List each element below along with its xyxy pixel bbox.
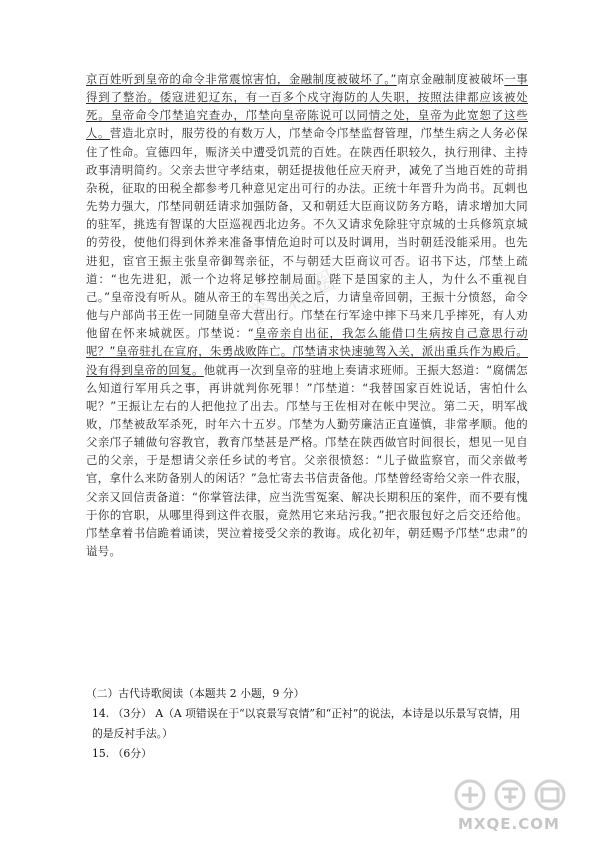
answer-text-segment: 营造北京时，服劳役的有数万人，邝埜命令邝埜监督管理，邝埜生病之人务必保住了性命。宣德四年，赈济关中遭受饥荒的百姓。在陕西任职较久，执行刑律、主持政事清明简约。父亲去世守孝结束，朝廷提拔他任应天府尹，减免了当地百姓的苛捐杂税，征取的田税全都参考几种意见定出可行的办法。正统十年晋升为尚书。瓦剌也先势力强大，邝埜同朝廷请求加强防备，又和朝廷大臣商议防务方略，请求增加大同的驻军，挑选有智谋的大臣巡视西北边务。不久又请求免除驻守京城的士兵修筑京城的劳役，使他们得到休养来准备事情危迫时可以及时调用，当时朝廷没能采用。也先进犯，宦官王振主张皇帝御驾亲征，不与朝廷大臣商议可否。诏书下达，邝埜上疏道：“也先进犯，派一个边将足够控制局面。陛下是国家的主人，为什么不重视自己。”皇帝没有听从。随从帝王的车驾出关之后，力请皇帝回朝，王振十分愤怒，命令他与户部尚书王佐一同随皇帝大营出行。邝埜在行军途中摔下马来几乎摔死，有人劝他留在怀来城就医。邝埜说：“: [86, 126, 528, 341]
question-score: （6分）: [112, 747, 152, 760]
question-number: 15.: [92, 747, 110, 760]
watermark-text: 答案圈: [242, 262, 348, 333]
question-15: [86, 744, 526, 764]
question-answer: A（A 项错误在于“以哀景写哀情”和“正衬”的说法，本诗是以乐景写哀情，用的是反衬手法。）: [92, 707, 521, 740]
answer-text-segment: 他就再一次到皇帝的驻地上奏请求班师。王振大怒道：“腐儒怎么知道行军用兵之事，再讲就判你死罪！”邝埜道：“我替国家百姓说话，害怕什么呢？”王振让左右的人把他拉了出去。邝埜与王佐相对在帐中哭泣。第二天，明军战败，邝埜被敌军杀死，时年六十五岁。邝埜为人勤劳廉洁正直谨慎，非常孝顺。他的父亲邝子辅做句容教官，教育邝埜甚是严格。邝埜在陕西做官时间很长，想见一见自己的父亲，于是想请父亲任乡试的考官。父亲很愤怒：“儿子做监察官，而父亲做考官，拿什么来防备别人的闲话？”急忙寄去书信责备他。邝埜曾经寄给父亲一件衣服，父亲又回信责备道：“你掌管法律，应当洗雪冤案、解决长期积压的案件，而不要有愧于你的官职，从哪里得到这件衣服，竟然用它来玷污我。”把衣服包好之后交还给他。邝埜拿着书信跪着诵读，哭泣着接受父亲的教诲。成化初年，朝廷赐予邝埜“忠肃”的谥号。: [86, 362, 528, 559]
question-14: [86, 704, 526, 744]
section-heading: （二）古代诗歌阅读（本题共 2 小题，9 分）: [86, 687, 305, 700]
underlined-text: 皇帝亲自出征，我怎么能借口生病按自己意思行动呢？”皇帝驻扎在宣府，朱勇战败阵亡。邝埜请求快速驰驾入关，派出重兵作为殿后。没有得到皇帝的回复。: [86, 326, 529, 377]
underlined-text: 京百姓听到皇帝的命令非常震惊害怕，金融制度被破坏了。”: [86, 72, 397, 86]
handwritten-answer-text: [86, 70, 528, 560]
underlined-text: 一事得到了整治。倭寇进犯辽东，有一百多个戍守海防的人失职，按照法律都应该被处死。皇帝命令邝埜追究查办，邝埜向皇帝陈说可以同情之处，皇帝为此宽恕了这些人。: [86, 72, 528, 141]
question-number: 14.: [92, 707, 110, 720]
printed-answer-section: [86, 684, 526, 764]
answer-text-segment: 南京金融制度被破坏: [396, 72, 505, 86]
answer-paragraph: [86, 70, 528, 560]
question-score: （3分）: [112, 707, 152, 720]
logo-url-text: MXQE.COM: [458, 815, 560, 833]
